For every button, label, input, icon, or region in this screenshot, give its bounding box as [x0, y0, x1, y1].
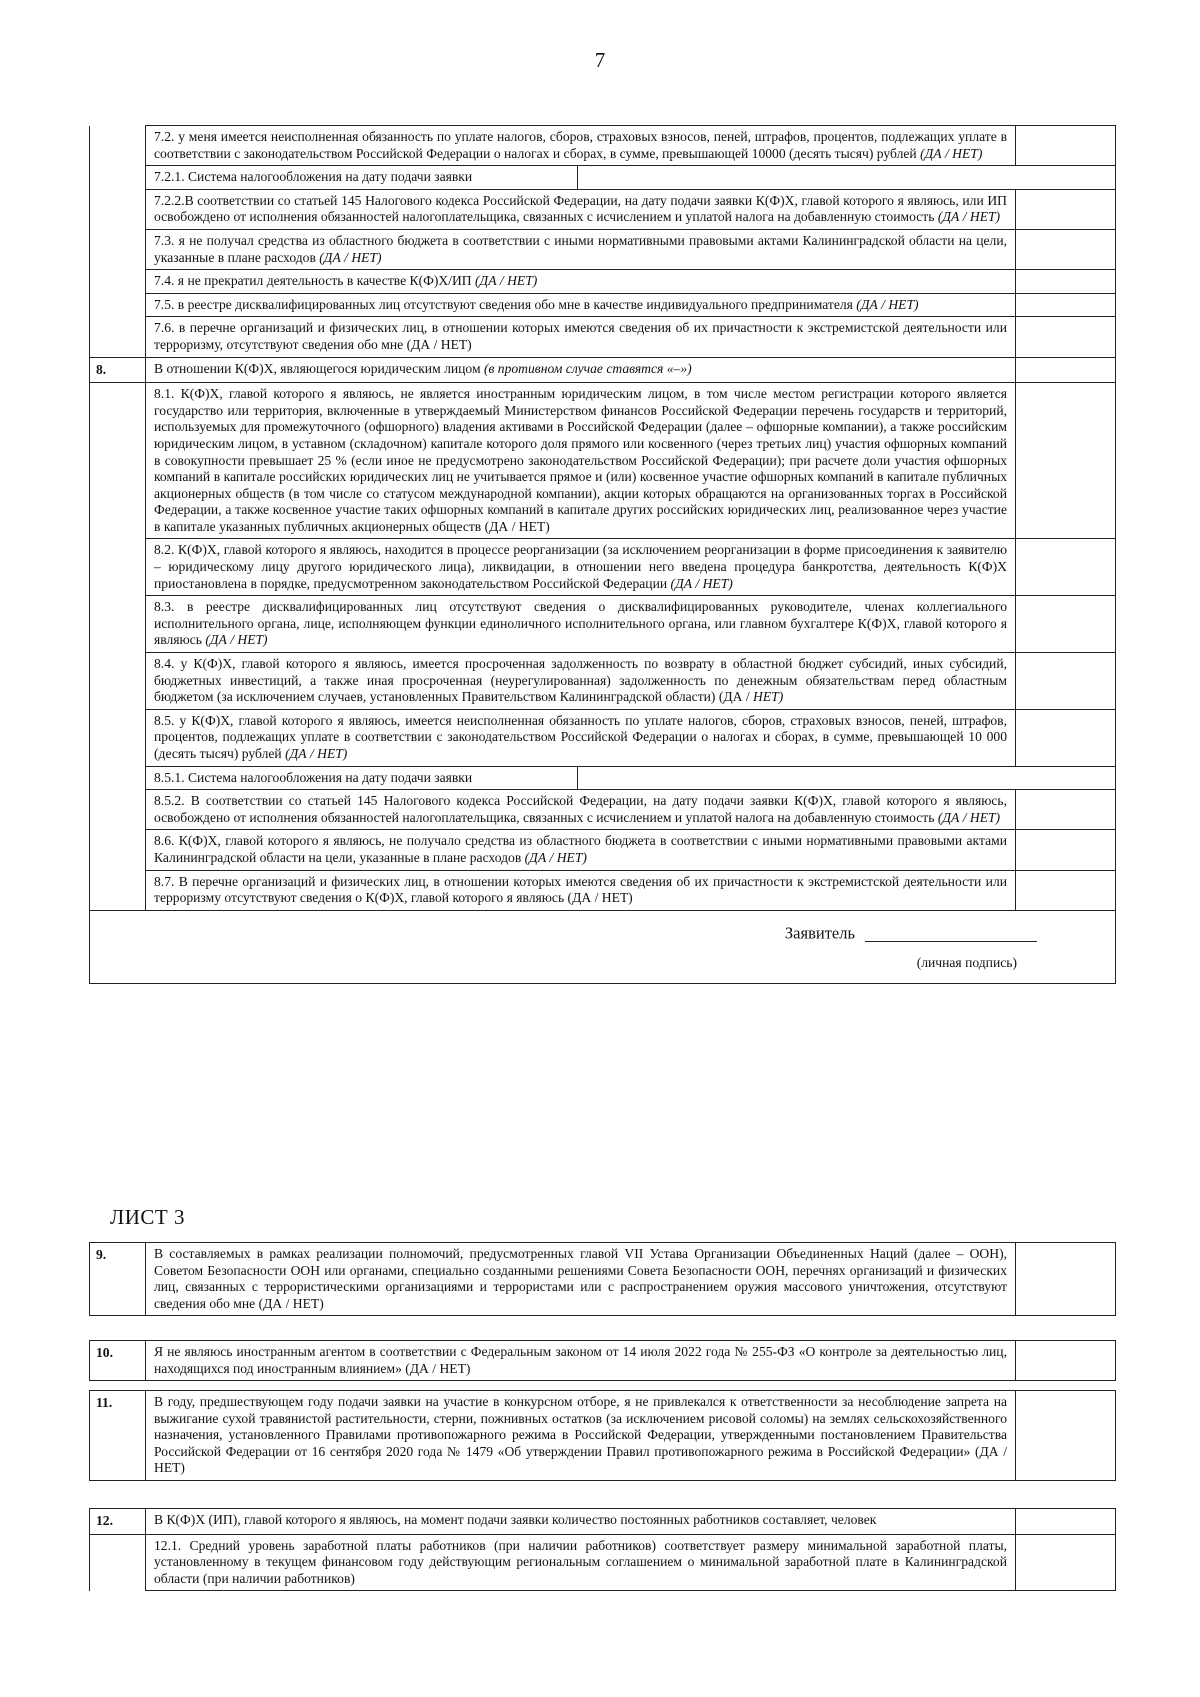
row-text	[146, 870, 1016, 910]
answer-cell[interactable]	[1016, 383, 1116, 539]
form-row	[90, 317, 1116, 357]
row-text-main: 8.3. в реестре дисквалифицированных лиц отсутствуют сведения о дисквалифицированных руководителе, членах коллегиального исполнительного органа, лице, исполняющем функции единоличного исполнительного органа, или главном бухгалтере К(Ф)Х, главой которого я являюсь	[154, 599, 1007, 648]
answer-cell[interactable]	[1016, 1534, 1116, 1591]
row-text: 12.1. Средний уровень заработной платы работников (при наличии работников) соответствует размеру минимальной заработной платы, установленному в текущем финансовом году действующим региональным соглашением о минимальной заработной плате в Калининградской области (при наличии работников)	[146, 1534, 1016, 1591]
row-text-main: 8.5. у К(Ф)Х, главой которого я являюсь, имеется неисполненная обязанность по уплате налогов, сборов, страховых взносов, пеней, штрафов, процентов, подлежащих уплате в соответствии с законодательством Российской Федерации о налогах и сборах, в сумме, превышающей 10 000 (десять тысяч) рублей	[154, 712, 1007, 761]
row-11-table	[89, 1390, 1116, 1481]
number-spacer	[90, 317, 146, 357]
tax-system-field[interactable]	[578, 166, 1116, 190]
number-spacer	[90, 766, 146, 790]
yes-no-option: (ДА / НЕТ)	[670, 575, 733, 591]
answer-cell[interactable]	[1016, 317, 1116, 357]
row-text	[146, 293, 1016, 317]
row-text-main: 8.1. К(Ф)Х, главой которого я являюсь, не является иностранным юридическим лицом, в том числе местом регистрации которого является государство или территория, включенные в утверждаемый Министерством финансов Российской Федерации перечень государств и территорий, используемых для промежуточного (офшорного) владения активами в Российской Федерации (далее – офшорные компании), а также российским юридическим лицом, в уставном (складочном) капитале которого доля прямого или косвенного (через третьих лиц) участия офшорных компаний в совокупности превышает 25 % (если иное не предусмотрено законодательством Российской Федерации); при расчете доли участия офшорных компаний в капитале российских юридических лиц не учитывается прямое и (или) косвенное участие офшорных компаний в капитале публичных акционерных обществ (в том числе со статусом международной компании), акции которых обращаются на организованных торгах в Российской Федерации, а также косвенное участие таких офшорных компаний в капитале других российских юридических лиц, реализованное через участие в капитале указанных публичных акционерных обществ (ДА / НЕТ)	[154, 386, 1007, 534]
number-spacer	[90, 383, 146, 539]
form-row	[90, 653, 1116, 710]
form-row	[90, 166, 1116, 190]
yes-no-option: (ДА / НЕТ)	[285, 746, 348, 761]
form-row	[90, 766, 1116, 790]
number-spacer	[90, 1534, 146, 1591]
row-text	[146, 830, 1016, 870]
number-spacer	[90, 653, 146, 710]
row-number: 12.	[90, 1509, 146, 1535]
form-row	[90, 383, 1116, 539]
row-text	[146, 317, 1016, 357]
row-number: 10.	[90, 1341, 146, 1381]
form-row	[90, 357, 1116, 383]
row-number: 9.	[90, 1243, 146, 1316]
form-row	[90, 830, 1116, 870]
answer-cell[interactable]	[1016, 709, 1116, 766]
answer-cell[interactable]	[1016, 790, 1116, 830]
number-spacer	[90, 126, 146, 166]
row-text-main: В отношении К(Ф)Х, являющегося юридическим лицом	[154, 360, 481, 376]
signature-caption: (личная подпись)	[916, 954, 1017, 970]
answer-cell[interactable]	[1016, 539, 1116, 596]
row-text-main: 8.5.2. В соответствии со статьей 145 Налогового кодекса Российской Федерации, на дату подачи заявки К(Ф)Х, главой которого я являюсь, освобождено от исполнения обязанностей налогоплательщика, связанных с исчислением и уплатой налога на добавленную стоимость	[154, 793, 1007, 825]
form-row	[90, 270, 1116, 294]
row-12	[90, 1509, 1116, 1535]
row-text: 8.5.1. Система налогообложения на дату подачи заявки	[146, 766, 578, 790]
answer-cell[interactable]	[1016, 270, 1116, 294]
form-row	[90, 229, 1116, 269]
answer-cell[interactable]	[1016, 1341, 1116, 1381]
row-12-1	[90, 1534, 1116, 1591]
yes-no-option: НЕТ)	[753, 689, 784, 705]
signature-line[interactable]	[865, 925, 1037, 942]
page-number: 7	[594, 48, 606, 72]
answer-cell[interactable]	[1016, 653, 1116, 710]
form-row	[90, 126, 1116, 166]
row-text	[146, 653, 1016, 710]
yes-no-option: (в противном случае ставятся «–»)	[483, 360, 692, 376]
applicant-signature	[785, 925, 1037, 942]
row-text	[146, 539, 1016, 596]
form-row	[90, 189, 1116, 229]
form-row	[90, 596, 1116, 653]
row-text-main: 7.6. в перечне организаций и физических лиц, в отношении которых имеются сведения об их причастности к экстремистской деятельности или терроризму, отсутствуют сведения обо мне (ДА / НЕТ)	[154, 320, 1007, 352]
row-10-table	[89, 1340, 1116, 1381]
tax-system-field[interactable]	[578, 766, 1116, 790]
row-text	[146, 126, 1016, 166]
number-spacer	[90, 189, 146, 229]
row-10	[90, 1341, 1116, 1381]
row-text: В составляемых в рамках реализации полномочий, предусмотренных главой VII Устава Организации Объединенных Наций (далее – ООН), Советом Безопасности ООН или органами, специально созданными решениями Совета Безопасности ООН, перечнях организаций и физических лиц, связанных с террористическими организациями и террористами или с распространением оружия массового уничтожения, отсутствуют сведения обо мне (ДА / НЕТ)	[146, 1243, 1016, 1316]
yes-no-option: (ДА / НЕТ)	[856, 296, 919, 312]
row-text-main: 8.4. у К(Ф)Х, главой которого я являюсь, имеется просроченная задолженность по возврату в областной бюджет субсидий, иных субсидий, бюджетных инвестиций, а также иная просроченная (неурегулированная) задолженность по денежным обязательствам перед областным бюджетом (за исключением случаев, установленных Правительством Калининградской области) (ДА /	[154, 656, 1007, 705]
answer-cell[interactable]	[1016, 189, 1116, 229]
number-spacer	[90, 166, 146, 190]
yes-no-option: (ДА / НЕТ)	[319, 249, 382, 265]
row-text: В К(Ф)Х (ИП), главой которого я являюсь, на момент подачи заявки количество постоянных работников составляет, человек	[146, 1509, 1016, 1535]
form-row	[90, 870, 1116, 910]
number-spacer	[90, 870, 146, 910]
row-text-main: 8.6. К(Ф)Х, главой которого я являюсь, не получало средства из областного бюджета в соответствии с иными нормативными правовыми актами Калининградской области на цели, указанные в плане расходов	[154, 833, 1007, 865]
row-12-table	[89, 1508, 1116, 1591]
yes-no-option: (ДА / НЕТ)	[937, 209, 1001, 225]
answer-cell[interactable]	[1016, 229, 1116, 269]
number-spacer	[90, 293, 146, 317]
answer-cell[interactable]	[1016, 870, 1116, 910]
row-text	[146, 596, 1016, 653]
row-text	[146, 189, 1016, 229]
form-row	[90, 790, 1116, 830]
row-text-main: 7.4. я не прекратил деятельность в качестве К(Ф)Х/ИП	[154, 273, 472, 289]
answer-cell[interactable]	[1016, 1243, 1116, 1316]
row-text-main: 7.3. я не получал средства из областного бюджета в соответствии с иными нормативными правовыми актами Калининградской области на цели, указанные в плане расходов	[154, 232, 1007, 265]
sheet-title: ЛИСТ 3	[110, 1205, 185, 1229]
number-spacer	[90, 709, 146, 766]
yes-no-option: (ДА / НЕТ)	[475, 273, 538, 289]
form-row	[90, 709, 1116, 766]
row-11	[90, 1391, 1116, 1481]
row-text	[146, 357, 1016, 383]
form-table-sheet2	[89, 125, 1116, 984]
applicant-label: Заявитель	[784, 923, 855, 943]
yes-no-option: (ДА / НЕТ)	[920, 145, 983, 161]
row-text-main: 7.2.2.В соответствии со статьей 145 Налогового кодекса Российской Федерации, на дату подачи заявки К(Ф)Х, главой которого я являюсь, или ИП освобождено от исполнения обязанностей налогоплательщика, связанных с исчислением и уплатой налога на добавленную стоимость	[154, 192, 1007, 225]
yes-no-option: (ДА / НЕТ)	[205, 632, 268, 648]
row-text-main: 8.2. К(Ф)Х, главой которого я являюсь, находится в процессе реорганизации (за исключением реорганизации в форме присоединения к заявителю – юридическому лицу другого юридического лица), ликвидации, в отношении него введена процедура банкротства, деятельность К(Ф)Х приостановлена в порядке, предусмотренном законодательством Российской Федерации	[154, 542, 1007, 591]
row-text: В году, предшествующем году подачи заявки на участие в конкурсном отборе, я не привлекался к ответственности за несоблюдение запрета на выжигание сухой травянистой растительности, стерни, пожнивных остатков (за исключением рисовой соломы) на землях сельскохозяйственного назначения, установленного Правилами противопожарного режима в Российской Федерации, утвержденными постановлением Правительства Российской Федерации от 16 сентября 2020 года № 1479 «Об утверждении Правил противопожарного режима в Российской Федерации» (ДА / НЕТ)	[146, 1391, 1016, 1481]
row-text	[146, 229, 1016, 269]
row-9	[90, 1243, 1116, 1316]
row-text-main: 8.7. В перечне организаций и физических лиц, в отношении которых имеются сведения об их причастности к экстремистской деятельности или терроризму отсутствуют сведения о К(Ф)Х, главой которого я являюсь (ДА / НЕТ)	[154, 873, 1007, 906]
number-spacer	[90, 229, 146, 269]
form-row	[90, 293, 1116, 317]
yes-no-option: (ДА / НЕТ)	[524, 849, 587, 865]
applicant-row	[90, 910, 1116, 983]
row-text-main: 7.5. в реестре дисквалифицированных лиц отсутствуют сведения обо мне в качестве индивидуального предпринимателя	[154, 296, 853, 312]
row-text	[146, 383, 1016, 539]
answer-cell[interactable]	[1016, 1509, 1116, 1535]
yes-no-option: (ДА / НЕТ)	[937, 809, 1001, 825]
row-text-main: 7.2. у меня имеется неисполненная обязанность по уплате налогов, сборов, страховых взносов, пеней, штрафов, процентов, подлежащих уплате в соответствии с законодательством Российской Федерации о налогах и сборах, в сумме, превышающей 10000 (десять тысяч) рублей	[154, 129, 1007, 161]
row-text: Я не являюсь иностранным агентом в соответствии с Федеральным законом от 14 июля 2022 года № 255-ФЗ «О контроле за деятельностью лиц, находящихся под иностранным влиянием» (ДА / НЕТ)	[146, 1341, 1016, 1381]
row-9-table	[89, 1242, 1116, 1316]
answer-cell[interactable]	[1016, 830, 1116, 870]
row-text	[146, 270, 1016, 294]
answer-cell[interactable]	[1016, 357, 1116, 383]
answer-cell[interactable]	[1016, 1391, 1116, 1481]
number-spacer	[90, 790, 146, 830]
answer-cell[interactable]	[1016, 126, 1116, 166]
answer-cell[interactable]	[1016, 293, 1116, 317]
number-spacer	[90, 830, 146, 870]
row-text	[146, 709, 1016, 766]
form-row	[90, 539, 1116, 596]
row-text	[146, 790, 1016, 830]
row-number: 8.	[90, 357, 146, 383]
answer-cell[interactable]	[1016, 596, 1116, 653]
number-spacer	[90, 539, 146, 596]
row-number: 11.	[90, 1391, 146, 1481]
row-text: 7.2.1. Система налогообложения на дату подачи заявки	[146, 166, 578, 190]
number-spacer	[90, 270, 146, 294]
number-spacer	[90, 596, 146, 653]
